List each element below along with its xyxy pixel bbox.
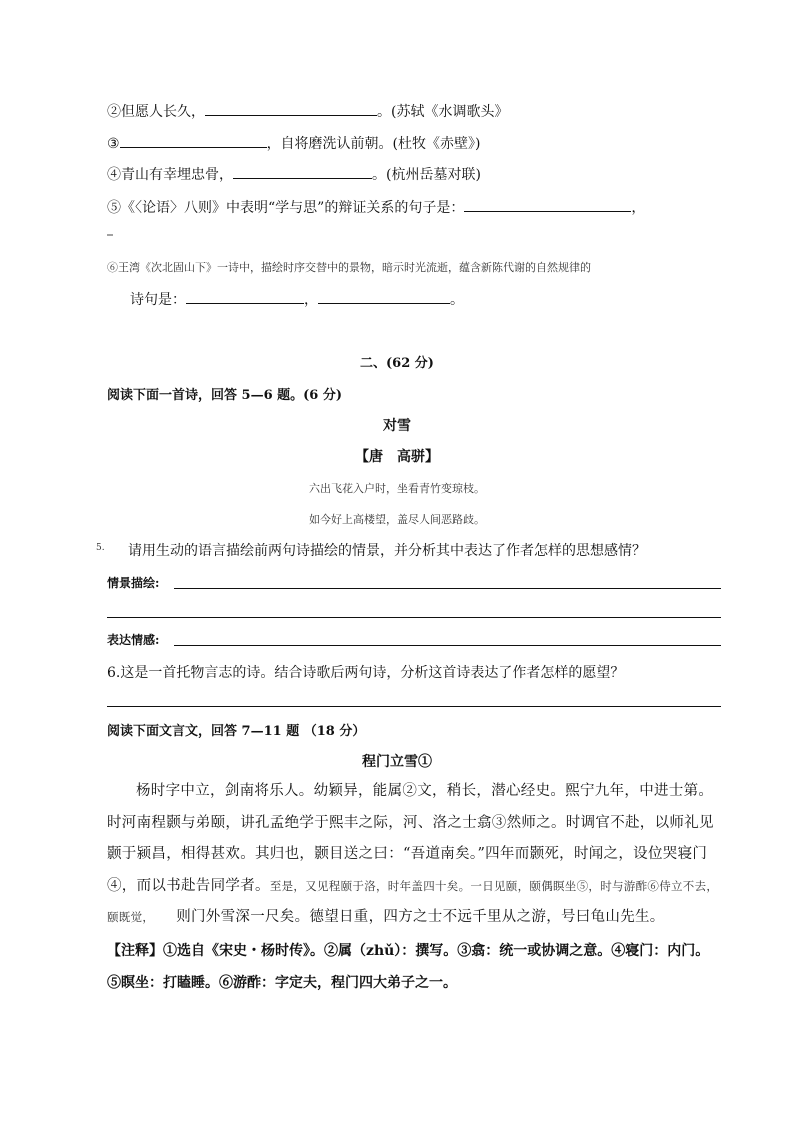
fill-item-3	[107, 133, 481, 153]
poem-title: 对雪	[383, 418, 411, 434]
prose-paragraph	[107, 776, 722, 934]
question-5-text: 请用生动的语言描绘前两句诗描绘的情景，并分析其中表达了作者怎样的思想感情？	[128, 543, 646, 559]
prose-intro: 阅读下面文言文，回答 7—11 题 （18 分）	[107, 724, 366, 739]
stray-mark: ‗	[107, 222, 113, 236]
poem-line-1: 六出飞花入户时，坐看青竹变琼枝。	[309, 482, 485, 495]
fill-item-4	[107, 164, 481, 184]
fill-item-3-text: ③	[107, 136, 120, 152]
fill-item-2-text: ②但愿人长久，	[107, 104, 205, 120]
poem-author: 【唐 高骈】	[355, 449, 439, 465]
fill-item-4-source: 。(杭州岳墓对联)	[372, 167, 481, 183]
notes-line-1: 【注释】①选自《宋史・杨时传》。②属（zhǔ）：撰写。③翕：统一或协调之意。④寝门：内门。	[107, 943, 710, 959]
scene-label: 情景描绘:	[107, 576, 160, 590]
fill-item-6	[130, 289, 464, 309]
question-number: 5.	[96, 543, 105, 553]
fill-item-2-source: 。(苏轼《水调歌头》	[377, 104, 509, 120]
prose-paragraph-2-rest: 则门外雪深一尺矣。德望日重，四方之士不远千里从之游，号曰龟山先生。	[176, 909, 665, 925]
prose-paragraph-1: 杨时字中立，剑南将乐人。幼颖异，能属②文，稍长，潜心经史。熙宁九年，中进士第。时河南程颢与弟颐，讲孔孟绝学于熙丰之际，河、洛之士翕③然师之。时调官不赴，以师礼见颢于颍昌，相得甚欢。其归也，颢目送之曰：“吾道南矣。”四年而颢死，时闻之，设位哭寝门④，而以书赴告同学者。	[107, 783, 714, 894]
fill-item-5-comma: ，	[631, 200, 646, 216]
answer-line[interactable]	[174, 588, 721, 589]
fill-item-2	[107, 101, 508, 121]
fill-item-5-text: ⑤《〈论语〉八则》中表明“学与思”的辩证关系的句子是：	[107, 200, 465, 216]
fill-item-4-text: ④青山有幸埋忠骨，	[107, 167, 233, 183]
fill-item-6-comma: ，	[304, 292, 318, 308]
answer-line[interactable]	[107, 617, 721, 618]
emotion-label: 表达情感:	[107, 633, 160, 647]
answer-blank[interactable]	[318, 289, 450, 304]
poem-intro: 阅读下面一首诗，回答 5—6 题。(6 分)	[107, 388, 343, 403]
answer-blank[interactable]	[205, 101, 377, 116]
prose-title: 程门立雪①	[362, 754, 432, 770]
section-heading: 二、(62 分)	[360, 356, 434, 371]
fill-item-6-prefix: 诗句是：	[130, 292, 186, 308]
answer-blank[interactable]	[464, 197, 631, 212]
answer-blank[interactable]	[186, 289, 304, 304]
answer-blank[interactable]	[120, 133, 267, 148]
answer-blank[interactable]	[233, 164, 372, 179]
fill-item-6-text: ⑥王湾《次北固山下》一诗中，描绘时序交替中的景物，暗示时光流逝，蕴含新陈代谢的自然规律的	[107, 261, 591, 274]
prose-paragraph-2-small: 至是，又见程颐于洛，时年盖四十矣。一日见颐，颐偶瞑坐⑤，时与游酢⑥侍立不去，颐既觉，	[107, 878, 719, 924]
fill-item-5	[107, 197, 645, 217]
poem-line-2: 如今好上高楼望，盖尽人间恶路歧。	[309, 513, 485, 526]
answer-line[interactable]	[107, 706, 721, 707]
notes-line-2: ⑤瞑坐：打瞌睡。⑥游酢：字定夫，程门四大弟子之一。	[107, 975, 457, 991]
question-6-text: 6.这是一首托物言志的诗。结合诗歌后两句诗，分析这首诗表达了作者怎样的愿望？	[107, 665, 625, 681]
fill-item-6-end: 。	[450, 292, 464, 308]
fill-item-3-source: ，自将磨洗认前朝。(杜牧《赤壁》)	[266, 136, 481, 152]
answer-line[interactable]	[174, 645, 721, 646]
